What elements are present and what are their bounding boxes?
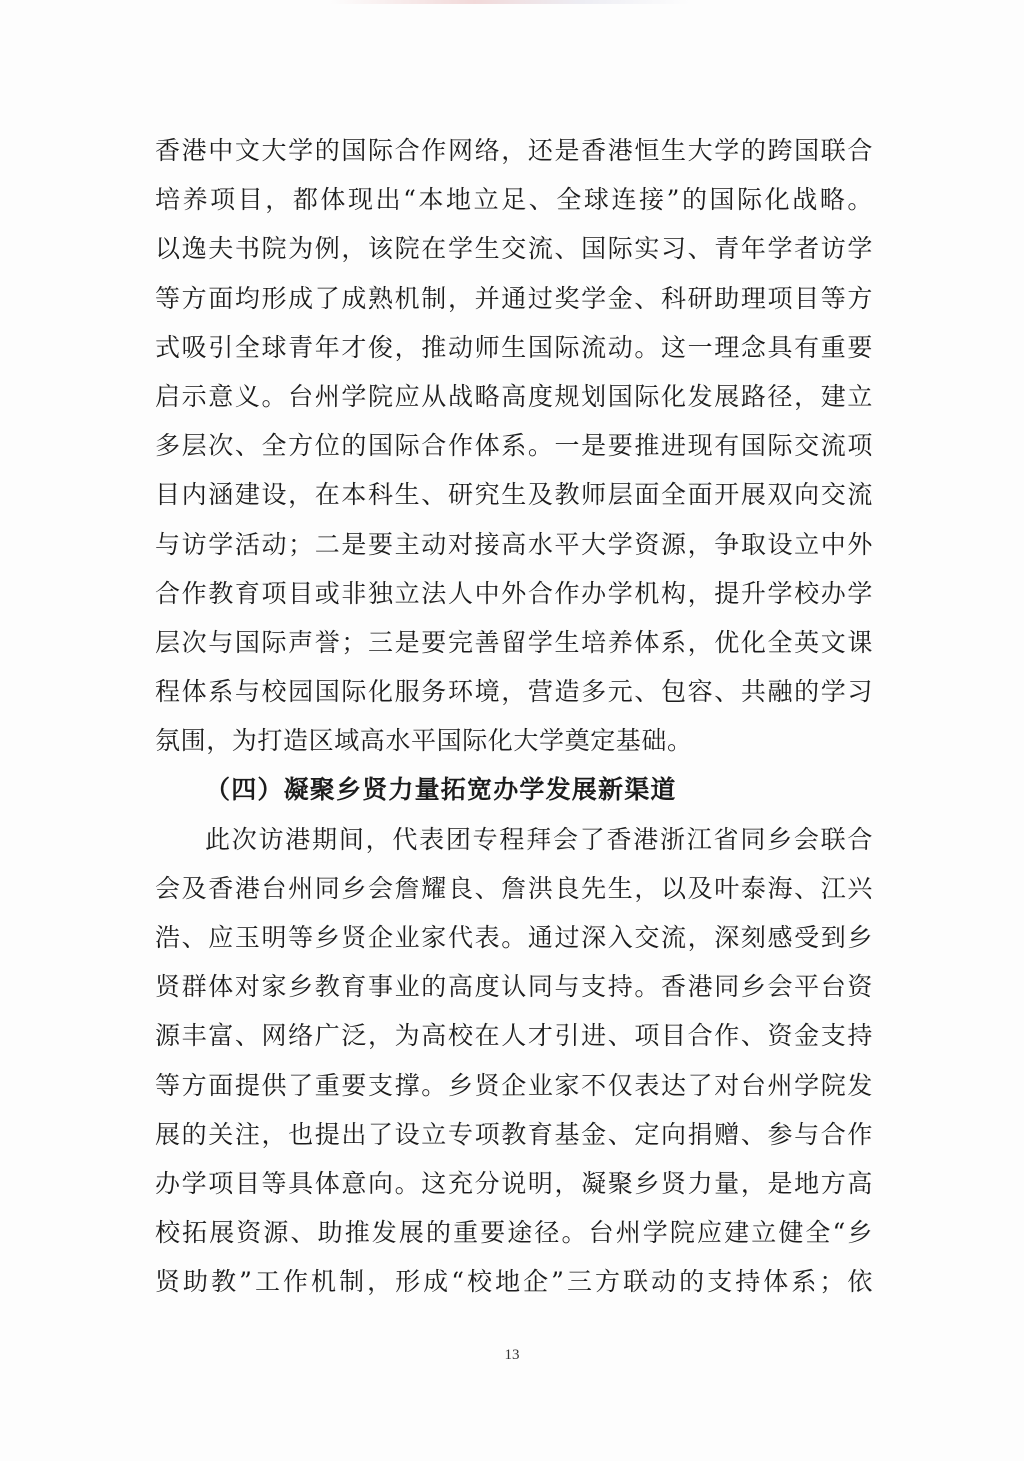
paragraph-line: 合作教育项目或非独立法人中外合作办学机构，提升学校办学	[155, 578, 873, 608]
paragraph-line: 会及香港台州同乡会詹耀良、詹洪良先生，以及叶泰海、江兴	[155, 873, 873, 903]
paragraph-line: 多层次、全方位的国际合作体系。一是要推进现有国际交流项	[155, 431, 873, 461]
paragraph-line: 式吸引全球青年才俊，推动师生国际流动。这一理念具有重要	[155, 332, 873, 362]
paragraph-line: 等方面均形成了成熟机制，并通过奖学金、科研助理项目等方	[155, 283, 873, 313]
paragraph-line: 启示意义。台州学院应从战略高度规划国际化发展路径，建立	[155, 381, 873, 411]
paragraph-line: 培养项目，都体现出“本地立足、全球连接”的国际化战略。	[155, 185, 873, 215]
paragraph-line: 层次与国际声誉；三是要完善留学生培养体系，优化全英文课	[155, 627, 873, 657]
page-number: 13	[504, 1347, 520, 1363]
scan-artifact	[330, 0, 690, 4]
paragraph-line: 校拓展资源、助推发展的重要途径。台州学院应建立健全“乡	[155, 1218, 873, 1248]
paragraph-line: 此次访港期间，代表团专程拜会了香港浙江省同乡会联合	[205, 824, 873, 854]
paragraph-line: 目内涵建设，在本科生、研究生及教师层面全面开展双向交流	[155, 480, 873, 510]
body-text	[155, 126, 873, 1307]
paragraph-line: 浩、应玉明等乡贤企业家代表。通过深入交流，深刻感受到乡	[155, 923, 873, 952]
paragraph-line: 源丰富、网络广泛，为高校在人才引进、项目合作、资金支持	[155, 1021, 873, 1051]
paragraph-line: 氛围，为打造区域高水平国际化大学奠定基础。	[155, 726, 693, 756]
paragraph-line: 香港中文大学的国际合作网络，还是香港恒生大学的跨国联合	[155, 136, 873, 165]
paragraph-line: 贤群体对家乡教育事业的高度认同与支持。香港同乡会平台资	[155, 972, 873, 1002]
paragraph-line: 与访学活动；二是要主动对接高水平大学资源，争取设立中外	[155, 529, 873, 559]
paragraph-line: 程体系与校园国际化服务环境，营造多元、包容、共融的学习	[155, 677, 873, 707]
paragraph-line: 等方面提供了重要支撑。乡贤企业家不仅表达了对台州学院发	[155, 1070, 873, 1100]
paragraph-line: 贤助教”工作机制，形成“校地企”三方联动的支持体系；依	[155, 1267, 873, 1297]
section-heading: （四）凝聚乡贤力量拓宽办学发展新渠道	[205, 775, 677, 805]
paragraph-line: 展的关注，也提出了设立专项教育基金、定向捐赠、参与合作	[155, 1119, 873, 1149]
paragraph-line: 以逸夫书院为例，该院在学生交流、国际实习、青年学者访学	[155, 234, 873, 264]
paragraph-line: 办学项目等具体意向。这充分说明，凝聚乡贤力量，是地方高	[155, 1168, 873, 1198]
